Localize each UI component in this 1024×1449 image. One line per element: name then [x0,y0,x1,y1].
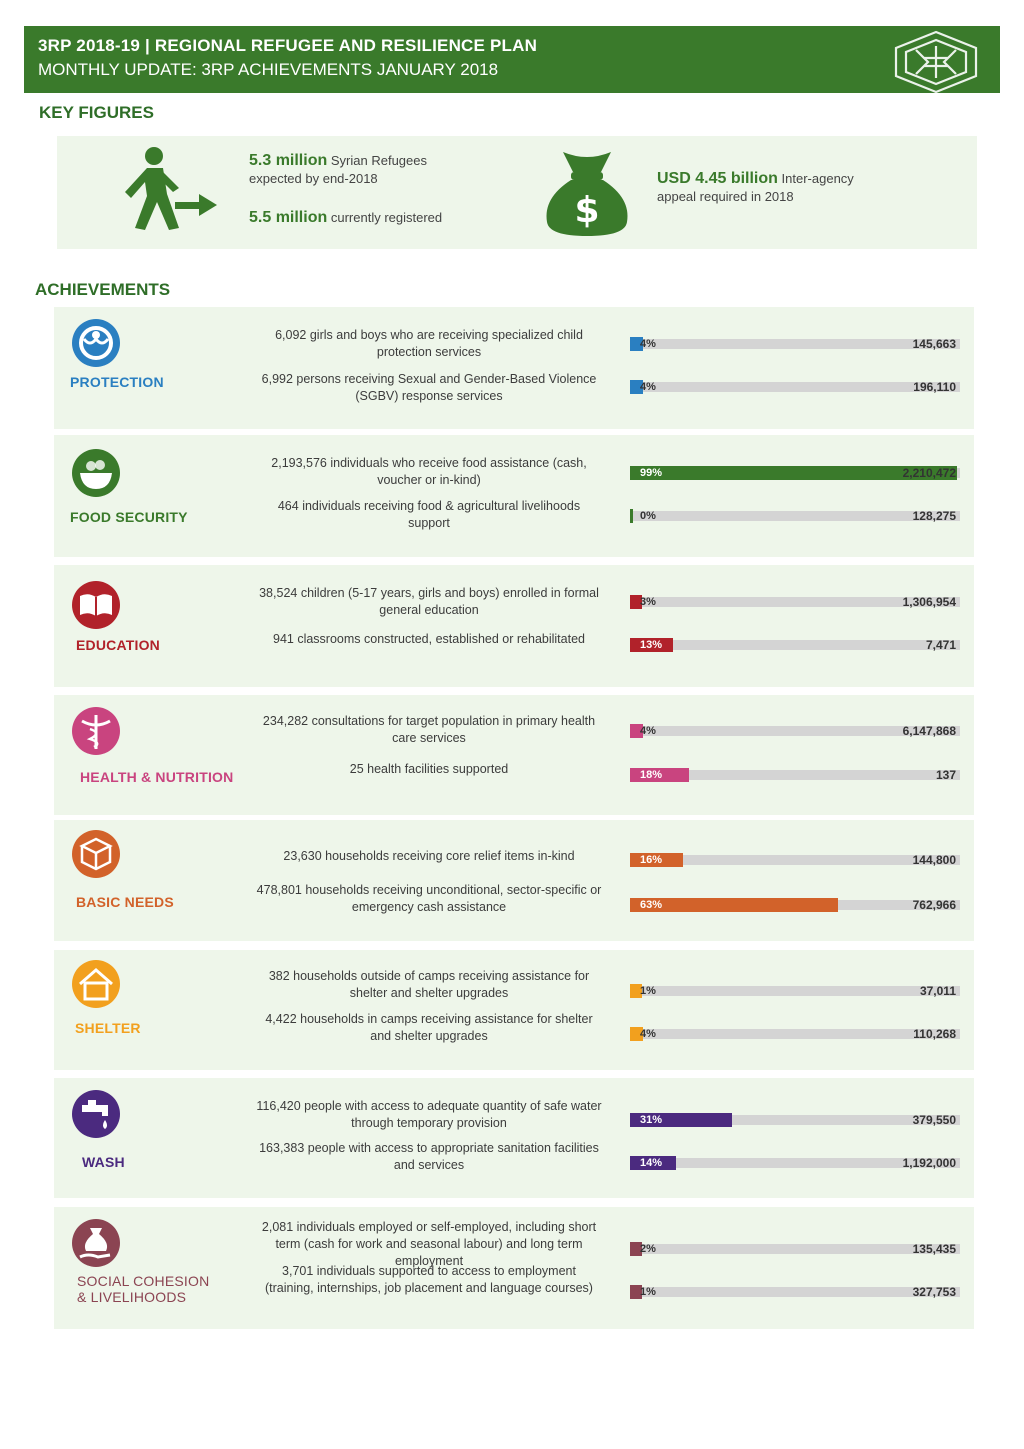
food-bowl-icon [70,447,122,499]
indicator-description: 4,422 households in camps receiving assistance for shelter and shelter upgrades [265,1012,593,1043]
indicator-progress-bar [630,986,960,996]
indicator-target: 2,210,472 [902,466,956,480]
indicator-description: 38,524 children (5-17 years, girls and boys) enrolled in formal general education [259,586,599,617]
sector-panel-shelter [54,950,974,1070]
indicator-progress-bar [630,1244,960,1254]
sector-label [76,894,174,910]
indicator-description: 464 individuals receiving food & agricultural livelihoods support [277,499,581,530]
indicator-percent: 16% [640,854,663,866]
indicator-description: 116,420 people with access to adequate quantity of safe water through temporary provision [256,1099,602,1130]
indicator-description: 6,992 persons receiving Sexual and Gender-Based Violence (SGBV) response services [261,372,597,403]
appeal-label: Inter-agency [781,171,854,186]
indicator-percent: 18% [640,769,663,781]
indicator-description: 478,801 households receiving unconditional, sector-specific or emergency cash assistance [256,883,602,914]
indicator-progress-bar [630,855,960,865]
sector-label [70,374,164,390]
indicator-target: 137 [935,768,956,782]
sector-label [76,637,160,653]
indicator-percent: 2% [640,1243,656,1255]
sector-panel-education [54,565,974,687]
indicator-percent: 13% [640,639,663,651]
indicator-target: 37,011 [919,984,956,998]
indicator-percent: 99% [640,467,663,479]
tap-icon [70,1088,122,1140]
indicator-percent: 4% [640,1028,656,1040]
indicator-percent: 0% [640,510,656,522]
page-title: 3RP 2018-19 | REGIONAL REFUGEE AND RESILIENCE PLAN [38,36,538,55]
indicator-target: 135,435 [912,1242,956,1256]
indicator-target: 379,550 [912,1113,956,1127]
3rp-logo-icon [880,28,992,96]
indicator-progress-bar [630,511,960,521]
indicator-target: 196,110 [913,380,956,394]
indicator-target: 110,268 [913,1027,956,1041]
refugees-expected-label: Syrian Refugees [330,153,427,168]
indicator-percent: 3% [640,596,656,608]
indicator-progress-fill [630,509,633,523]
indicator-description: 6,092 girls and boys who are receiving specialized child protection services [275,328,583,359]
money-bag-icon [541,148,633,238]
indicator-target: 7,471 [925,638,956,652]
indicator-percent: 31% [640,1114,663,1126]
indicator-progress-bar [630,770,960,780]
indicator-description: 234,282 consultations for target population in primary health care services [262,714,596,745]
indicator-description: 2,081 individuals employed or self-employed, including short term (cash for work and seasonal labour) and long term employment [261,1220,597,1268]
key-figures-heading: KEY FIGURES [39,103,154,122]
box-icon [70,828,122,880]
refugees-expected-value: 5.3 million [249,152,328,169]
indicator-description: 3,701 individuals supported to access to employment (training, internships, job placement and language courses) [265,1264,593,1295]
sector-label [77,1273,209,1305]
registered-figure [249,209,489,227]
key-figures-panel [57,136,977,249]
sector-name: FOOD SECURITY [70,509,188,525]
indicator-progress-bar [630,382,960,392]
sector-label [80,769,233,785]
sector-panel-basic-needs [54,820,974,941]
indicator-description: 25 health facilities supported [349,762,509,776]
indicator-progress-bar [630,640,960,650]
appeal-value: USD 4.45 billion [657,170,778,187]
indicator-percent: 1% [640,1286,656,1298]
indicator-target: 1,192,000 [902,1156,956,1170]
achievements-heading: ACHIEVEMENTS [35,280,171,299]
sector-label [70,509,188,525]
indicator-progress-bar [630,1287,960,1297]
sector-panel-wash [54,1078,974,1198]
house-icon [70,958,122,1010]
indicator-target: 144,800 [912,853,956,867]
refugees-expected-figure [249,152,489,188]
sector-panel-food-security [54,435,974,557]
sector-name: SOCIAL COHESION [77,1273,210,1289]
refugees-expected-sub: expected by end-2018 [249,171,378,186]
sector-name: SHELTER [75,1020,141,1036]
indicator-description: 23,630 households receiving core relief items in-kind [283,849,575,863]
indicator-target: 6,147,868 [902,724,956,738]
sector-label [82,1154,125,1170]
registered-label: currently registered [330,210,443,225]
indicator-target: 145,663 [912,337,956,351]
sector-panel-social-cohesion [54,1207,974,1329]
page-header [24,26,1000,93]
sector-name: WASH [82,1154,125,1170]
sector-name: HEALTH & NUTRITION [80,769,234,785]
appeal-sub: appeal required in 2018 [657,189,794,204]
indicator-target: 128,275 [912,509,956,523]
page-subtitle: MONTHLY UPDATE: 3RP ACHIEVEMENTS JANUARY 2018 [38,60,499,79]
indicator-percent: 4% [640,381,656,393]
sector-name: BASIC NEEDS [76,894,174,910]
indicator-target: 1,306,954 [902,595,956,609]
sector-panel-health-nutrition [54,695,974,815]
indicator-description: 2,193,576 individuals who receive food assistance (cash, voucher or in-kind) [271,456,587,487]
indicator-target: 762,966 [912,898,956,912]
appeal-figure [657,170,957,206]
svg-text:$: $ [574,190,600,231]
sector-name: EDUCATION [76,637,160,653]
indicator-percent: 63% [640,899,663,911]
indicator-description: 163,383 people with access to appropriate sanitation facilities and services [259,1141,599,1172]
sector-name: PROTECTION [70,374,164,390]
indicator-percent: 1% [640,985,656,997]
indicator-progress-bar [630,1029,960,1039]
indicator-description: 941 classrooms constructed, established or rehabilitated [273,632,585,646]
indicator-progress-bar [630,900,960,910]
indicator-percent: 14% [640,1157,663,1169]
indicator-description: 382 households outside of camps receiving assistance for shelter and shelter upgrades [268,969,590,1000]
money-bag-hand-icon [70,1217,122,1269]
book-icon [70,579,122,631]
registered-value: 5.5 million [249,209,328,226]
sector-label [75,1020,141,1036]
indicator-progress-bar [630,1115,960,1125]
indicator-target: 327,753 [912,1285,956,1299]
sector-panel-protection [54,307,974,429]
protection-icon [70,317,122,369]
indicator-progress-bar [630,339,960,349]
indicator-percent: 4% [640,338,656,350]
indicator-percent: 4% [640,725,656,737]
caduceus-icon [70,705,122,757]
walking-person-arrow-icon [109,144,225,234]
sector-name-line2: & LIVELIHOODS [77,1289,187,1305]
